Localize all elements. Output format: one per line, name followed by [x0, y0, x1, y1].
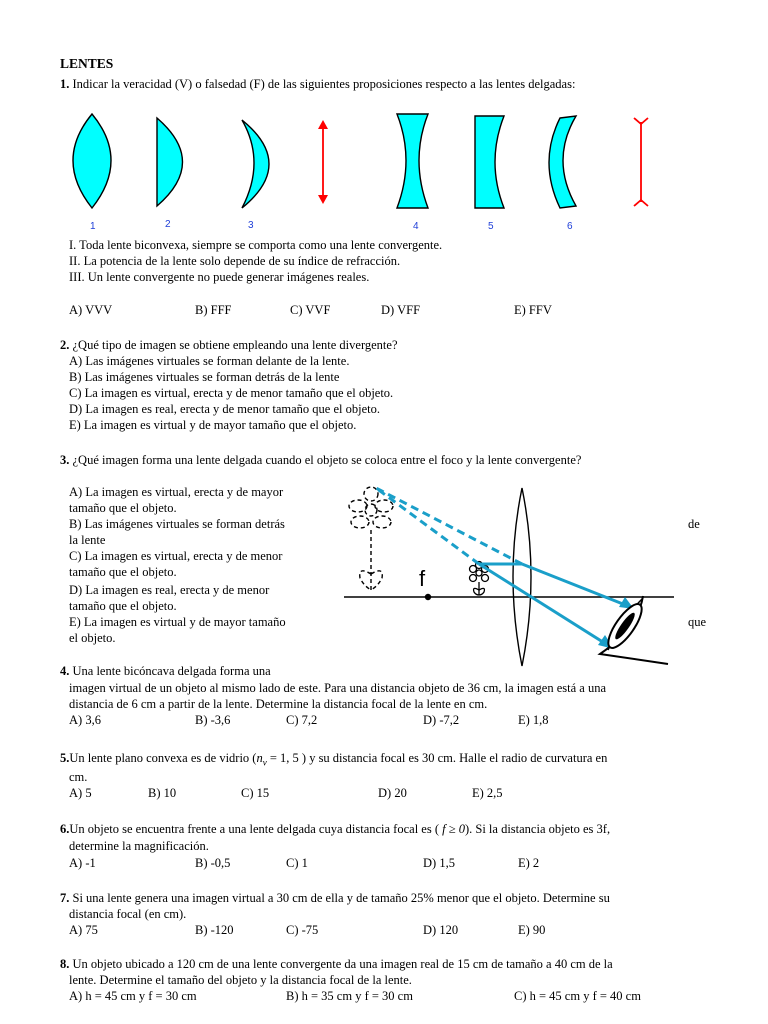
ray-extension-2	[376, 488, 522, 564]
statement-1: I. Toda lente biconvexa, siempre se comporta como una lente convergente.	[69, 238, 443, 252]
option-a: A) 5	[69, 786, 92, 800]
question-5-prompt	[60, 750, 607, 771]
option-b: B) -120	[195, 923, 234, 937]
option-e: E) 1,8	[518, 713, 549, 727]
question-text: Un objeto se encuentra frente a una lente delgada cuya distancia focal es (	[69, 822, 439, 836]
question-number: 2.	[60, 338, 70, 352]
option-d: D) 1,5	[423, 856, 455, 870]
option-b: B) 10	[148, 786, 177, 800]
eye-icon	[600, 596, 668, 664]
lens-label-2: 2	[165, 219, 171, 230]
question-6-prompt	[60, 821, 610, 837]
option-a: A) Las imágenes virtuales se forman delante de la lente.	[69, 354, 350, 368]
option-e: E) 90	[518, 923, 546, 937]
converging-lens-ray-diagram	[338, 478, 676, 668]
lens-5-plano-concave	[475, 116, 504, 208]
option-d: D) -7,2	[423, 713, 460, 727]
question-4-line3: distancia de 6 cm a partir de la lente. Determine la distancia focal de la lente en cm.	[69, 697, 488, 711]
thin-lens-convergent-symbol	[318, 120, 328, 204]
lens-6-meniscus-divergent	[549, 116, 576, 208]
question-number: 7.	[60, 891, 70, 905]
question-2-prompt	[60, 337, 398, 353]
option-e: E) 2,5	[472, 786, 503, 800]
option-a: A) 75	[69, 923, 98, 937]
option-b: B) Las imágenes virtuales se forman detrás de la lente	[69, 370, 340, 384]
option-c: C) 7,2	[286, 713, 318, 727]
lens-label-5: 5	[488, 221, 494, 232]
focus-label: f	[419, 566, 426, 591]
option-d: D) VFF	[381, 303, 421, 317]
option-d-line1: D) La imagen es real, erecta y de menor	[69, 583, 270, 597]
converging-lens	[513, 488, 531, 666]
formula: f ≥ 0	[442, 822, 465, 836]
question-7-prompt	[60, 890, 610, 906]
question-3-prompt	[60, 452, 581, 468]
lens-label-4: 4	[413, 221, 419, 232]
ray-through-center	[479, 564, 606, 644]
option-e-line1: E) La imagen es virtual y de mayor tamaño	[69, 615, 286, 629]
option-d: D) 20	[378, 786, 407, 800]
lens-types-figure	[60, 108, 680, 236]
option-a-line1: A) La imagen es virtual, erecta y de mayor	[69, 485, 284, 499]
question-text-cont: ) y su distancia focal es 30 cm. Halle el radio de curvatura en	[301, 751, 608, 765]
option-b: B) -0,5	[195, 856, 231, 870]
virtual-image-flower	[349, 487, 393, 590]
lens-label-1: 1	[90, 221, 96, 232]
question-number: 4.	[60, 664, 70, 678]
option-e-line2: el objeto.	[69, 631, 116, 645]
option-e: E) La imagen es virtual y de mayor tamaño que el objeto.	[69, 418, 357, 432]
option-b: B) FFF	[195, 303, 232, 317]
question-7-line2: distancia focal (en cm).	[69, 907, 187, 921]
option-c-line2: tamaño que el objeto.	[69, 565, 177, 579]
lens-label-6: 6	[567, 221, 573, 232]
thin-lens-divergent-symbol	[634, 118, 648, 206]
question-5-line2: cm.	[69, 770, 88, 784]
option-c: C) 15	[241, 786, 270, 800]
option-b-overflow: de	[688, 517, 700, 531]
question-6-line2: determine la magnificación.	[69, 839, 209, 853]
formula: $n_v = 1$, 5	[256, 751, 299, 768]
lens-1-biconvex	[73, 114, 111, 208]
option-a: A) 3,6	[69, 713, 101, 727]
question-4-prompt	[60, 663, 271, 679]
question-text: ¿Qué imagen forma una lente delgada cuando el objeto se coloca entre el foco y la lente convergente?	[72, 453, 582, 467]
question-text: Un lente plano convexa es de vidrio (	[69, 751, 257, 765]
question-number: 1.	[60, 77, 70, 91]
lens-label-3: 3	[248, 220, 254, 231]
option-a-line2: tamaño que el objeto.	[69, 501, 177, 515]
option-a: A) h = 45 cm y f = 30 cm	[69, 989, 197, 1003]
option-b-line2: la lente	[69, 533, 106, 547]
question-number: 5.	[60, 751, 70, 765]
option-b: B) -3,6	[195, 713, 231, 727]
option-e: E) FFV	[514, 303, 552, 317]
question-text: Indicar la veracidad (V) o falsedad (F) de las siguientes proposiciones respecto a las lentes delgadas:	[72, 77, 576, 91]
statement-3: III. Un lente convergente no puede generar imágenes reales.	[69, 270, 370, 284]
question-8-prompt	[60, 956, 613, 972]
question-number: 6.	[60, 822, 70, 836]
question-text: Si una lente genera una imagen virtual a 30 cm de ella y de tamaño 25% menor que el objeto. Determine su	[72, 891, 610, 905]
option-d: D) La imagen es real, erecta y de menor tamaño que el objeto.	[69, 402, 380, 416]
option-c: C) 1	[286, 856, 308, 870]
option-b-line1: B) Las imágenes virtuales se forman detrás	[69, 517, 285, 531]
option-e-overflow: que	[688, 615, 707, 629]
question-text: Una lente bicóncava delgada forma una	[72, 664, 271, 678]
option-c: C) -75	[286, 923, 319, 937]
question-8-line2: lente. Determine el tamaño del objeto y la distancia focal de la lente.	[69, 973, 412, 987]
question-number: 8.	[60, 957, 70, 971]
ray-extension-1	[376, 488, 479, 564]
question-1-prompt	[60, 76, 575, 92]
option-c: C) VVF	[290, 303, 331, 317]
option-d: D) 120	[423, 923, 459, 937]
option-a: A) -1	[69, 856, 96, 870]
option-b: B) h = 35 cm y f = 30 cm	[286, 989, 413, 1003]
option-c-line1: C) La imagen es virtual, erecta y de menor	[69, 549, 283, 563]
option-d-line2: tamaño que el objeto.	[69, 599, 177, 613]
question-text-cont: ). Si la distancia objeto es 3f,	[464, 822, 611, 836]
question-4-line2: imagen virtual de un objeto al mismo lado de este. Para una distancia objeto de 36 cm, la imagen está a una	[69, 681, 606, 695]
statement-2: II. La potencia de la lente solo depende de su índice de refracción.	[69, 254, 401, 268]
focus-point	[425, 594, 431, 600]
page-title: LENTES	[60, 56, 114, 71]
option-e: E) 2	[518, 856, 540, 870]
option-c: C) La imagen es virtual, erecta y de menor tamaño que el objeto.	[69, 386, 394, 400]
question-text: Un objeto ubicado a 120 cm de una lente convergente da una imagen real de 15 cm de tamaño a 40 cm de la	[72, 957, 613, 971]
lens-3-meniscus-convergent	[242, 120, 269, 208]
option-c: C) h = 45 cm y f = 40 cm	[514, 989, 641, 1003]
lens-4-biconcave	[397, 114, 428, 208]
option-a: A) VVV	[69, 303, 113, 317]
lens-2-plano-convex	[157, 118, 183, 206]
question-text: ¿Qué tipo de imagen se obtiene empleando una lente divergente?	[72, 338, 398, 352]
question-number: 3.	[60, 453, 70, 467]
